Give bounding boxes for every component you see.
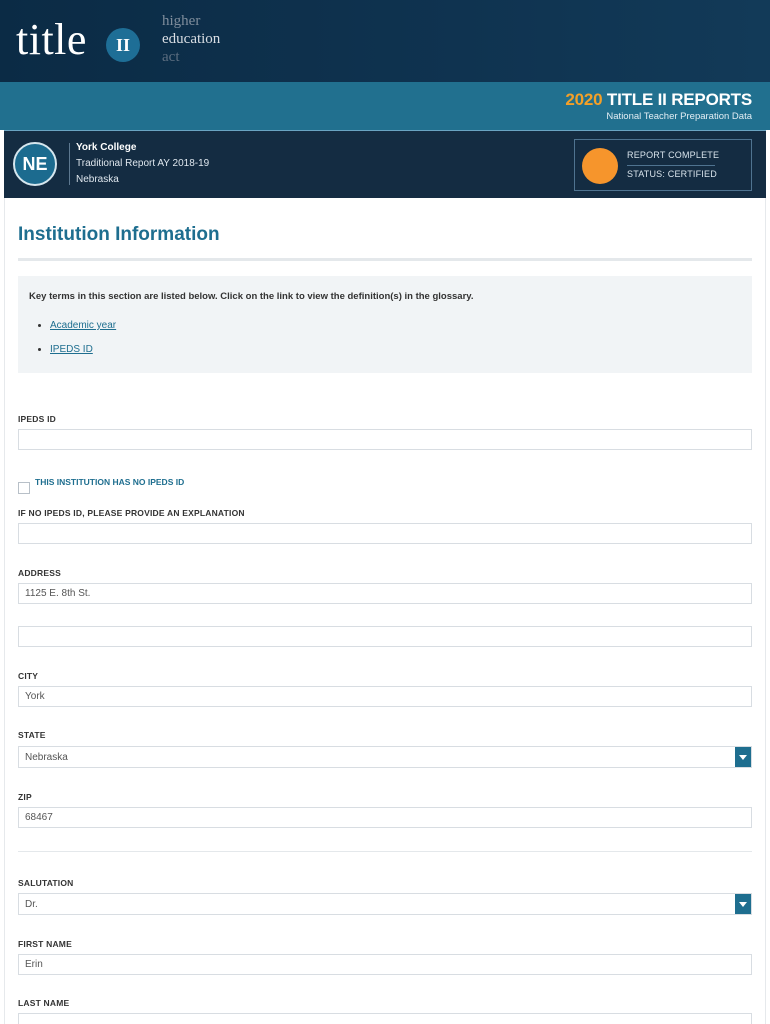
title-divider [18,258,752,261]
brand-header [0,0,770,82]
key-terms-intro: Key terms in this section are listed below. Click on the link to view the definition(s) in the glossary. [29,291,474,302]
status-divider [627,165,715,166]
institution-details [76,140,209,188]
reports-subtitle: National Teacher Preparation Data [606,111,752,122]
key-terms-list [50,320,116,368]
main-content [4,198,766,1024]
brand-roman-badge: II [106,28,140,62]
reports-year: 2020 [565,90,603,109]
brand-words [162,12,220,66]
city-field[interactable]: York [18,686,752,707]
glossary-link-academic-year[interactable]: Academic year [50,320,117,331]
address-line-1-field[interactable]: 1125 E. 8th St. [18,583,752,604]
address-label: ADDRESS [18,568,61,578]
glossary-link-ipeds-id[interactable]: IPEDS ID [50,344,93,355]
institution-name: York College [76,142,137,153]
reports-title [565,90,752,110]
ipeds-id-field[interactable] [18,429,752,450]
institution-banner [4,130,766,198]
no-ipeds-checkbox[interactable] [18,482,30,494]
brand-word-2: education [162,31,221,47]
no-ipeds-label[interactable]: THIS INSTITUTION HAS NO IPEDS ID [35,477,185,487]
state-select[interactable] [18,746,752,768]
city-label: CITY [18,671,39,681]
zip-label: ZIP [18,792,32,802]
zip-field[interactable]: 68467 [18,807,752,828]
chevron-down-icon[interactable] [735,747,751,767]
list-item [50,320,116,344]
institution-state: Nebraska [76,174,119,185]
report-type: Traditional Report AY 2018-19 [76,158,210,169]
ipeds-id-label: IPEDS ID [18,414,56,424]
state-label: STATE [18,730,46,740]
brand-logo-title: title [16,15,87,64]
page-title: Institution Information [18,224,220,245]
explanation-label: IF NO IPEDS ID, PLEASE PROVIDE AN EXPLANATION [18,508,245,518]
last-name-field[interactable] [18,1013,752,1024]
reports-title-text: TITLE II REPORTS [606,90,752,109]
status-line-certified: STATUS: CERTIFIED [627,169,717,179]
brand-word-3: act [162,49,180,65]
key-terms-box [18,276,752,373]
status-line-complete: REPORT COMPLETE [627,150,720,160]
section-divider [18,851,752,852]
status-indicator-icon [582,148,618,184]
address-line-2-field[interactable] [18,626,752,647]
salutation-label: SALUTATION [18,878,74,888]
state-badge: NE [13,142,57,186]
first-name-field[interactable]: Erin [18,954,752,975]
explanation-field[interactable] [18,523,752,544]
reports-banner [0,82,770,130]
list-item [50,344,116,368]
last-name-label: LAST NAME [18,998,70,1008]
chevron-down-icon[interactable] [735,894,751,914]
salutation-select-value: Dr. [25,899,38,910]
divider [69,143,70,185]
brand-word-1: higher [162,13,201,29]
report-status-panel [574,139,752,191]
state-select-value: Nebraska [25,752,68,763]
salutation-select[interactable] [18,893,752,915]
first-name-label: FIRST NAME [18,939,72,949]
